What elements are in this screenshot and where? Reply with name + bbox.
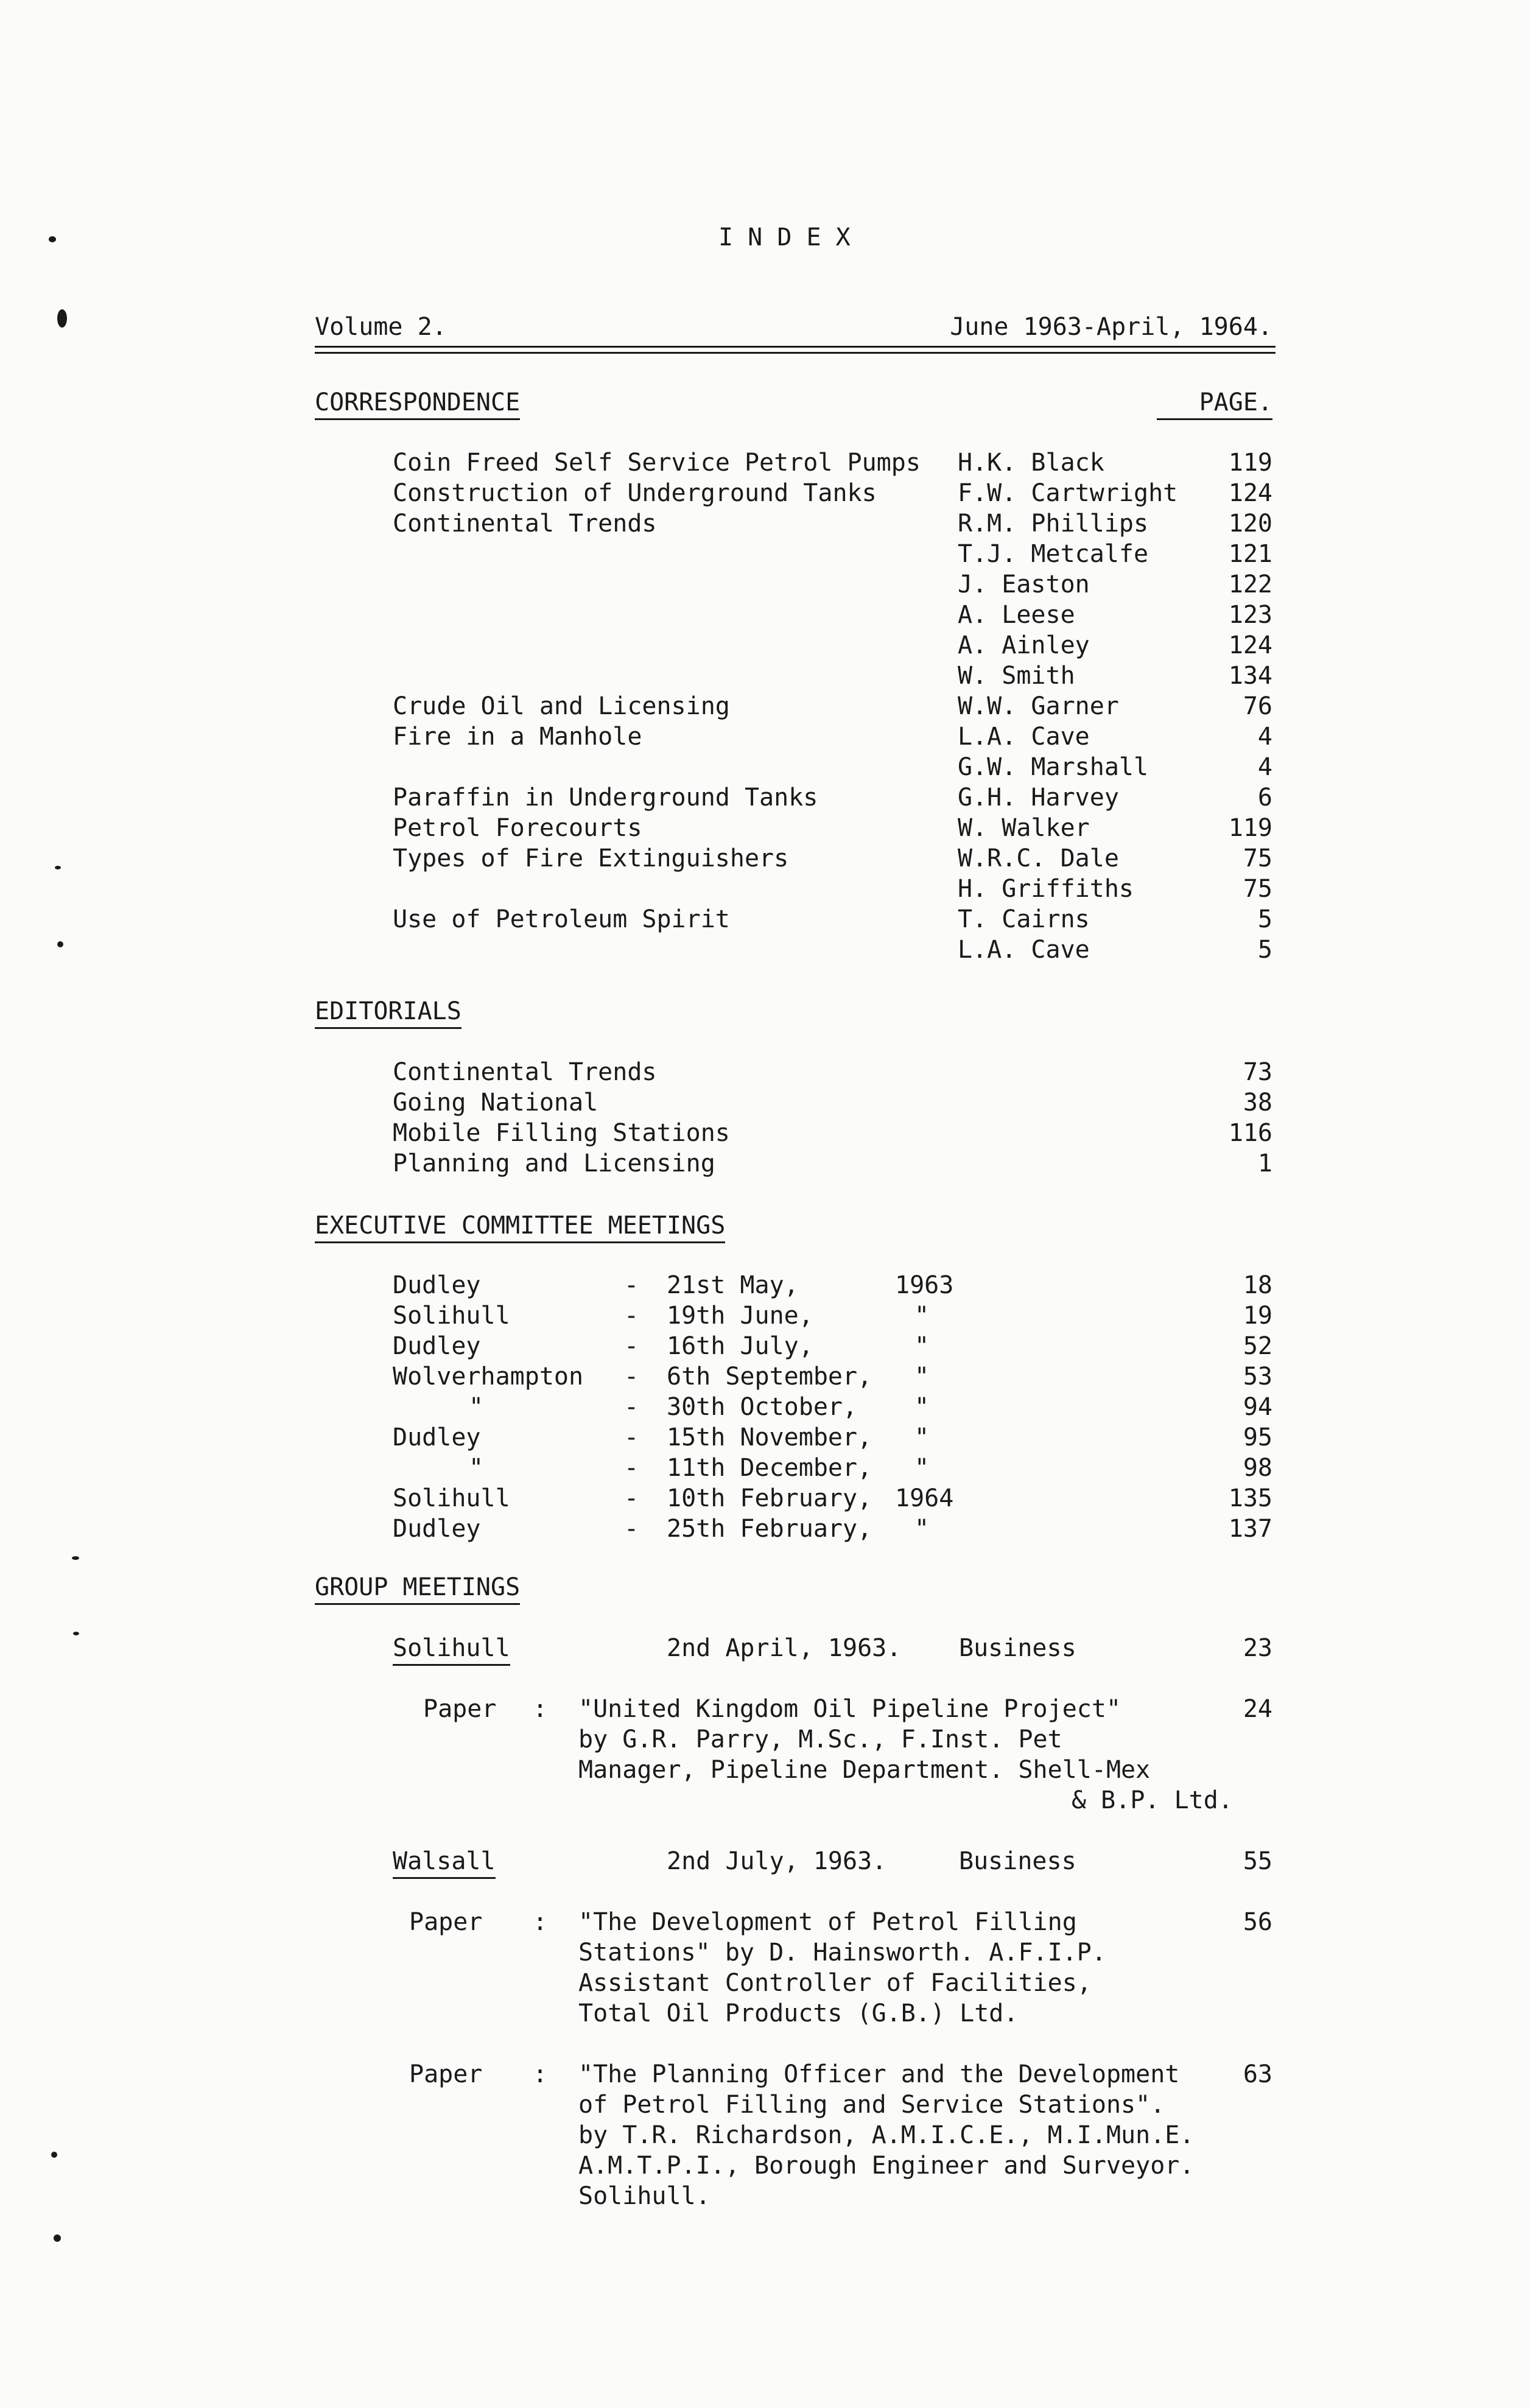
correspondence-author: L.A. Cave: [958, 936, 1090, 964]
meeting-dash: -: [624, 1423, 639, 1451]
correspondence-author: T.J. Metcalfe: [958, 540, 1149, 568]
meeting-place: Dudley: [393, 1271, 481, 1299]
correspondence-author: G.W. Marshall: [958, 753, 1149, 781]
meeting-place: Dudley: [393, 1423, 481, 1451]
correspondence-subject: Petrol Forecourts: [393, 814, 642, 842]
scan-mark: [55, 866, 61, 869]
correspondence-author: W.W. Garner: [958, 692, 1119, 720]
header-rule: [315, 346, 1276, 348]
section-heading-group: GROUP MEETINGS: [315, 1572, 520, 1605]
meeting-year: ": [914, 1302, 930, 1330]
correspondence-subject: Paraffin in Underground Tanks: [393, 784, 818, 812]
correspondence-subject: Types of Fire Extinguishers: [393, 844, 789, 872]
correspondence-page: 75: [1243, 844, 1272, 872]
editorial-subject: Mobile Filling Stations: [393, 1119, 730, 1147]
correspondence-author: H.K. Black: [958, 449, 1104, 477]
correspondence-page: 5: [1257, 905, 1272, 933]
meeting-date: 15th November,: [667, 1423, 872, 1451]
meeting-page: 137: [1228, 1515, 1272, 1543]
meeting-dash: -: [624, 1271, 639, 1299]
correspondence-page: 121: [1228, 540, 1272, 568]
correspondence-page: 4: [1257, 723, 1272, 751]
correspondence-author: H. Griffiths: [958, 875, 1134, 903]
meeting-place: ": [469, 1454, 484, 1482]
paper-line: & B.P. Ltd.: [1072, 1786, 1233, 1814]
paper-line: "The Development of Petrol Filling: [578, 1908, 1077, 1936]
meeting-page: 52: [1243, 1332, 1272, 1360]
meeting-page: 94: [1243, 1393, 1272, 1421]
editorial-subject: Going National: [393, 1089, 598, 1117]
meeting-page: 53: [1243, 1363, 1272, 1391]
scan-mark: [73, 1632, 79, 1635]
editorial-page: 73: [1243, 1058, 1272, 1086]
meeting-date: 11th December,: [667, 1454, 872, 1482]
group-date: 2nd April, 1963.: [667, 1634, 902, 1662]
correspondence-author: T. Cairns: [958, 905, 1090, 933]
correspondence-page: 75: [1243, 875, 1272, 903]
header-rule: [315, 352, 1276, 354]
paper-line: "United Kingdom Oil Pipeline Project": [578, 1695, 1121, 1723]
page-title: I N D E X: [718, 223, 851, 251]
paper-page: 24: [1243, 1695, 1272, 1723]
paper-colon: :: [533, 2060, 548, 2088]
group-place: Solihull: [393, 1633, 510, 1666]
paper-line: A.M.T.P.I., Borough Engineer and Surveyor.: [578, 2152, 1195, 2180]
meeting-year: ": [914, 1332, 930, 1360]
group-date: 2nd July, 1963.: [667, 1847, 887, 1875]
paper-page: 56: [1243, 1908, 1272, 1936]
group-type: Business: [959, 1634, 1076, 1662]
meeting-page: 18: [1243, 1271, 1272, 1299]
paper-label: Paper: [423, 1695, 497, 1723]
meeting-year: 1964: [895, 1484, 954, 1512]
correspondence-page: 124: [1228, 631, 1272, 659]
editorial-page: 38: [1243, 1089, 1272, 1117]
correspondence-author: J. Easton: [958, 570, 1090, 598]
page-column-heading: PAGE.: [1157, 387, 1272, 420]
section-heading-executive: EXECUTIVE COMMITTEE MEETINGS: [315, 1210, 725, 1243]
correspondence-page: 5: [1257, 936, 1272, 964]
meeting-date: 25th February,: [667, 1515, 872, 1543]
meeting-date: 21st May,: [667, 1271, 799, 1299]
paper-label: Paper: [409, 1908, 483, 1936]
meeting-date: 16th July,: [667, 1332, 813, 1360]
correspondence-subject: Use of Petroleum Spirit: [393, 905, 730, 933]
correspondence-subject: Fire in a Manhole: [393, 723, 642, 751]
paper-line: of Petrol Filling and Service Stations".: [578, 2091, 1165, 2119]
editorial-subject: Continental Trends: [393, 1058, 657, 1086]
editorial-page: 116: [1228, 1119, 1272, 1147]
correspondence-author: W. Smith: [958, 662, 1075, 690]
meeting-place: Wolverhampton: [393, 1363, 584, 1391]
scan-mark: [57, 309, 67, 328]
meeting-dash: -: [624, 1332, 639, 1360]
meeting-page: 135: [1228, 1484, 1272, 1512]
correspondence-page: 122: [1228, 570, 1272, 598]
meeting-date: 6th September,: [667, 1363, 872, 1391]
meeting-dash: -: [624, 1484, 639, 1512]
correspondence-page: 76: [1243, 692, 1272, 720]
paper-label: Paper: [409, 2060, 483, 2088]
paper-line: Assistant Controller of Facilities,: [578, 1969, 1092, 1997]
correspondence-subject: Crude Oil and Licensing: [393, 692, 730, 720]
meeting-place: Dudley: [393, 1332, 481, 1360]
meeting-place: ": [469, 1393, 484, 1421]
correspondence-page: 119: [1228, 449, 1272, 477]
meeting-place: Solihull: [393, 1484, 510, 1512]
paper-colon: :: [533, 1908, 548, 1936]
meeting-year: ": [914, 1393, 930, 1421]
paper-line: Manager, Pipeline Department. Shell-Mex: [578, 1756, 1151, 1784]
meeting-year: ": [914, 1515, 930, 1543]
meeting-page: 95: [1243, 1423, 1272, 1451]
group-type: Business: [959, 1847, 1076, 1875]
meeting-dash: -: [624, 1454, 639, 1482]
correspondence-author: A. Leese: [958, 601, 1075, 629]
correspondence-author: G.H. Harvey: [958, 784, 1119, 812]
meeting-year: ": [914, 1454, 930, 1482]
meeting-place: Dudley: [393, 1515, 481, 1543]
paper-line: Solihull.: [578, 2182, 711, 2210]
scan-mark: [72, 1556, 79, 1560]
editorial-subject: Planning and Licensing: [393, 1150, 715, 1178]
meeting-dash: -: [624, 1515, 639, 1543]
correspondence-page: 124: [1228, 479, 1272, 507]
date-range: June 1963-April, 1964.: [950, 313, 1272, 341]
meeting-dash: -: [624, 1363, 639, 1391]
paper-colon: :: [533, 1695, 548, 1723]
correspondence-author: W.R.C. Dale: [958, 844, 1119, 872]
paper-line: Stations" by D. Hainsworth. A.F.I.P.: [578, 1939, 1106, 1967]
correspondence-subject: Coin Freed Self Service Petrol Pumps: [393, 449, 921, 477]
meeting-place: Solihull: [393, 1302, 510, 1330]
correspondence-page: 119: [1228, 814, 1272, 842]
correspondence-author: L.A. Cave: [958, 723, 1090, 751]
meeting-date: 19th June,: [667, 1302, 813, 1330]
meeting-page: 98: [1243, 1454, 1272, 1482]
meeting-year: 1963: [895, 1271, 954, 1299]
correspondence-page: 123: [1228, 601, 1272, 629]
correspondence-author: F.W. Cartwright: [958, 479, 1178, 507]
scan-mark: [54, 2234, 61, 2242]
paper-line: by G.R. Parry, M.Sc., F.Inst. Pet: [578, 1725, 1062, 1753]
meeting-dash: -: [624, 1393, 639, 1421]
correspondence-page: 6: [1257, 784, 1272, 812]
paper-line: Total Oil Products (G.B.) Ltd.: [578, 1999, 1019, 2027]
correspondence-author: W. Walker: [958, 814, 1090, 842]
correspondence-author: A. Ainley: [958, 631, 1090, 659]
correspondence-subject: Construction of Underground Tanks: [393, 479, 877, 507]
meeting-year: ": [914, 1423, 930, 1451]
section-heading-correspondence: CORRESPONDENCE: [315, 387, 520, 420]
scan-mark: [49, 236, 56, 242]
editorial-page: 1: [1257, 1150, 1272, 1178]
correspondence-author: R.M. Phillips: [958, 510, 1149, 538]
scan-mark: [51, 2152, 57, 2158]
section-heading-editorials: EDITORIALS: [315, 996, 461, 1029]
group-page: 23: [1243, 1634, 1272, 1662]
group-page: 55: [1243, 1847, 1272, 1875]
meeting-date: 10th February,: [667, 1484, 872, 1512]
meeting-year: ": [914, 1363, 930, 1391]
correspondence-page: 4: [1257, 753, 1272, 781]
correspondence-page: 134: [1228, 662, 1272, 690]
paper-line: by T.R. Richardson, A.M.I.C.E., M.I.Mun.E.: [578, 2121, 1195, 2149]
paper-line: "The Planning Officer and the Development: [578, 2060, 1180, 2088]
scan-mark: [57, 941, 63, 947]
volume-label: Volume 2.: [315, 313, 447, 341]
meeting-date: 30th October,: [667, 1393, 858, 1421]
meeting-page: 19: [1243, 1302, 1272, 1330]
correspondence-page: 120: [1228, 510, 1272, 538]
correspondence-subject: Continental Trends: [393, 510, 657, 538]
meeting-dash: -: [624, 1302, 639, 1330]
group-place: Walsall: [393, 1846, 496, 1879]
paper-page: 63: [1243, 2060, 1272, 2088]
